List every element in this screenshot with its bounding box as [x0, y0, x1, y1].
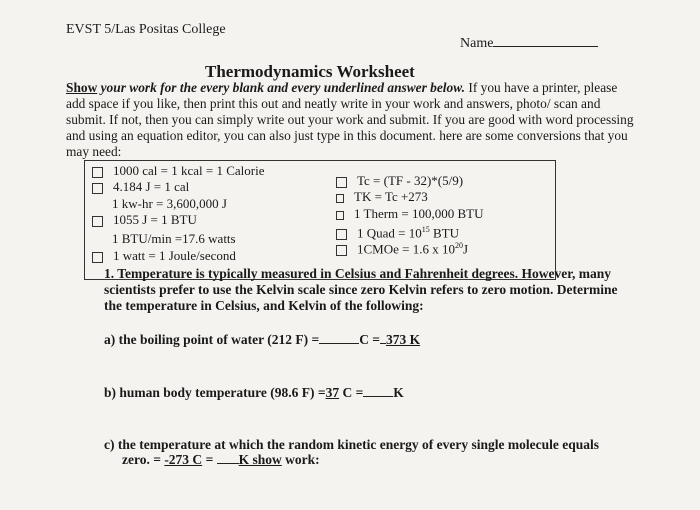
answer-blank: [319, 332, 359, 344]
conversion-item: Tc = (TF - 32)*(5/9): [336, 173, 463, 188]
question-c: c) the temperature at which the random kinetic energy of every single molecule equals: [104, 437, 600, 452]
answer-c-celsius: -273 C: [164, 452, 203, 467]
intro-body: If you have a printer, please add space if you like, then print this out and neatly write in your work and answers, photo/ scan and submit. If not, then you can simply write out your work and submit. If you are good with word processing and using an equation editor, you can also just type in this document. here are some conversions that you may need:: [66, 80, 634, 159]
checkbox-icon: [336, 177, 347, 188]
question-1: 1. Temperature is typically measured in Celsius and Fahrenheit degrees. However, many scientists prefer to use the Kelvin scale since zero Kelvin refers to zero motion. Determine the temperature in Celsius, and Kelvin of the following:: [104, 266, 618, 313]
answer-b-celsius: 37: [325, 385, 340, 400]
checkbox-icon: [92, 167, 103, 178]
conversion-item: 4.184 J = 1 cal: [92, 179, 189, 194]
show-word: Show: [66, 80, 98, 95]
conversion-item: 1 Therm = 100,000 BTU: [336, 206, 484, 221]
name-field: [460, 34, 598, 52]
name-blank: [493, 34, 598, 47]
checkbox-icon: [92, 216, 103, 227]
question-c-answer: zero. = -273 C = K show work:: [122, 452, 320, 467]
name-label: Name: [460, 36, 494, 51]
conversion-item: 1 Quad = $10^{15}$ BTU: [336, 222, 459, 240]
conversion-item: 1 BTU/min =17.6 watts: [112, 231, 236, 246]
answer-c-kelvin: K show: [238, 452, 282, 467]
checkbox-icon: [336, 245, 347, 256]
answer-a-kelvin: 373 K: [386, 332, 421, 347]
checkbox-icon: [92, 252, 103, 263]
intro-lead: your work for the every blank and every underlined answer below.: [97, 80, 466, 95]
question-b: b) human body temperature (98.6 F) =37 C = K: [104, 385, 404, 400]
checkbox-icon: [336, 194, 344, 203]
checkbox-icon: [92, 183, 103, 194]
conversion-item: 1000 cal = 1 kcal = 1 Calorie: [92, 163, 264, 178]
conversion-item: 1055 J = 1 BTU: [92, 212, 197, 227]
question-a: a) the boiling point of water (212 F) = C = 373 K: [104, 332, 421, 347]
instructions: [66, 80, 636, 160]
checkbox-icon: [336, 211, 344, 220]
worksheet-title: Thermodynamics Worksheet: [205, 62, 415, 81]
answer-blank: [363, 385, 393, 397]
conversion-item: 1CMOe = 1.6 x $10^{20}J$: [336, 238, 468, 256]
conversion-item: 1 kw-hr = 3,600,000 J: [112, 196, 227, 211]
conversion-item: TK = Tc +273: [336, 189, 428, 204]
answer-blank: [217, 452, 239, 464]
conversion-item: 1 watt = 1 Joule/second: [92, 248, 236, 263]
course-header: EVST 5/Las Positas College: [66, 22, 226, 37]
